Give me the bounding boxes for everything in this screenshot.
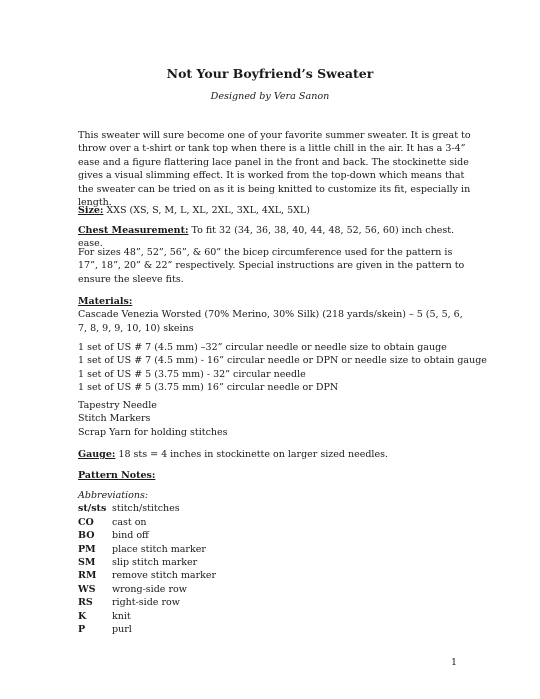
needle-item: 1 set of US # 5 (3.75 mm) 16” circular needle or DPN: [78, 382, 339, 394]
chest-value: To fit 32 (34, 36, 38, 40, 44, 48, 52, 56, 60) inch chest. ease.: [78, 225, 455, 250]
list-item: BO bind off: [78, 530, 149, 542]
notion-item: Stitch Markers: [78, 413, 151, 425]
list-item: SM slip stitch marker: [78, 557, 198, 569]
list-item: CO cast on: [78, 516, 147, 528]
needle-item: 1 set of US # 7 (4.5 mm) –32” circular needle or needle size to obtain gauge: [78, 342, 447, 353]
needles-list: [78, 341, 487, 395]
chest-label: Chest Measurement:: [78, 225, 189, 236]
abbreviations-title: Abbreviations:: [78, 490, 149, 501]
bicep-note: For sizes 48”, 52”, 56”, & 60” the bicep circumference used for the pattern is 17”, 18”, 20” & 22” respectively. Special instructions are given in the pattern to ensure the sleeve fits.: [78, 247, 465, 285]
intro-paragraph: This sweater will sure become one of your favorite summer sweater. It is great to throw over a t-shirt or tank top when there is a little chill in the air. It has a 3-4” ease and a figure flattering lace panel in the front and back. The stockinette side gives a visual slimming effect. It is worked from the top-down which means that the sweater can be tried on as it is being knitted to customize its fit, especially in length.: [78, 130, 471, 209]
abbreviations-list: [78, 489, 474, 636]
size-line: [78, 204, 474, 217]
materials-section: [78, 295, 474, 335]
list-item: PM place stitch marker: [78, 543, 206, 555]
pattern-notes-section: [78, 469, 474, 482]
pattern-notes-label: Pattern Notes:: [78, 470, 156, 481]
notion-item: Scrap Yarn for holding stitches: [78, 426, 228, 438]
size-label: Size:: [78, 205, 104, 216]
notion-item: Tapestry Needle: [78, 400, 157, 411]
yarn-line: Cascade Venezia Worsted (70% Merino, 30% Silk) (218 yards/skein) – 5 (5, 5, 6, 7, 8, 9, 9, 10, 10) skeins: [78, 309, 463, 334]
list-item: RM remove stitch marker: [78, 570, 217, 582]
needle-item: 1 set of US # 5 (3.75 mm) - 32” circular needle: [78, 368, 306, 380]
list-item: K knit: [78, 610, 131, 622]
size-value: XXS (XS, S, M, L, XL, 2XL, 3XL, 4XL, 5XL): [103, 205, 310, 216]
document-subtitle: Designed by Vera Sanon: [210, 91, 330, 102]
gauge-line: [78, 448, 474, 461]
list-item: RS right-side row: [78, 597, 180, 609]
list-item: P purl: [78, 624, 132, 636]
document-title: Not Your Boyfriend’s Sweater: [166, 66, 374, 81]
list-item: WS wrong-side row: [78, 583, 187, 595]
page-number: 1: [450, 657, 457, 668]
list-item: st/sts stitch/stitches: [78, 503, 180, 515]
needle-item: 1 set of US # 7 (4.5 mm) - 16” circular needle or DPN or needle size to obtain gauge: [78, 355, 487, 367]
gauge-value: 18 sts = 4 inches in stockinette on larger sized needles.: [115, 449, 388, 460]
notions-list: [78, 399, 474, 439]
materials-label: Materials:: [78, 296, 133, 307]
gauge-label: Gauge:: [78, 449, 116, 460]
